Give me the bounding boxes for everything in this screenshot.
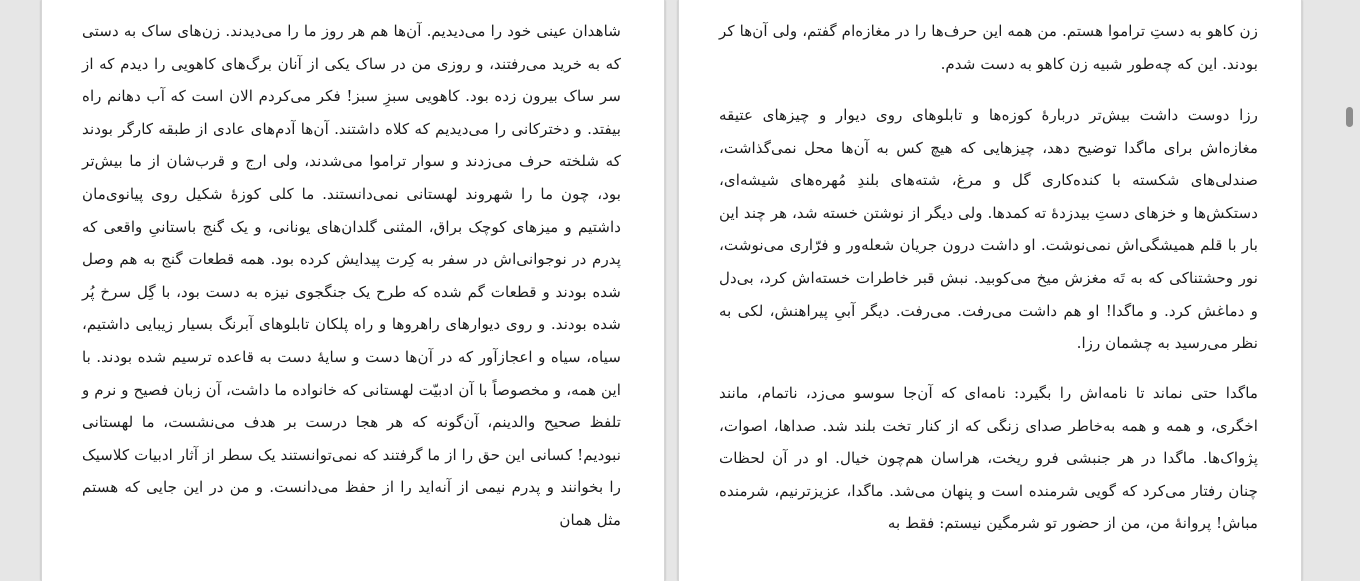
right-page-paragraph-1: زن کاهو به دستِ تراموا هستم. من همه این حرف‌ها را در مغازه‌ام گفتم، ولی آن‌ها کر بودند. این که چه‌طور شبیه زن کاهو به دست شدم. — [719, 22, 1258, 73]
right-page-paragraph-2: رزا دوست داشت بیش‌تر دربارهٔ کوزه‌ها و تابلوهای روی دیوار و چیزهای عتیقه مغازه‌اش برای ماگدا توضیح دهد، چیزهایی که هیچ کس به آن‌ها محل نمی‌گذاشت، صندلی‌های شکسته با کنده‌کاری گل و مرغ، شته‌های بلندِ مُهره‌های شیشه‌ای، دستکش‌ها و خزهای دستِ بیدزدهٔ ته کمدها. ولی دیگر از نوشتن خسته شد، هر چند این بار با قلم همیشگی‌اش نمی‌نوشت. او داشت درون جریان شعله‌ور و فرّاری می‌نوشت، نور وحشتناکی که به تَه مغزش میخ می‌کوبید. نبش قبر خاطرات خسته‌اش کرد، بی‌دل و دماغش کرد. و ماگدا! او هم داشت می‌رفت. می‌رفت. دیگر آبیِ پیراهنش، لکی به نظر می‌رسید به چشمان رزا. — [719, 106, 1258, 353]
right-page — [678, 0, 1302, 581]
right-page-paragraph-3: ماگدا حتی نماند تا نامه‌اش را بگیرد: نامه‌ای که آن‌جا سوسو می‌زد، ناتمام، مانند اخگری، و همه و همه به‌خاطر صدای زنگی که از کنار تخت بلند شد. صداها، اصوات، پژواک‌ها. ماگدا در هر جنبشی فرو ریخت، هراسان هم‌چون خیال. او در آن لحظات چنان رفتار می‌کرد که گویی شرمنده است و پنهان می‌شد. ماگدا، عزیزترنیم، شرمنده مباش! پروانهٔ من، من از حضور تو شرمگین نیستم: فقط به — [719, 384, 1258, 533]
left-page — [41, 0, 665, 581]
vertical-scrollbar[interactable] — [1342, 0, 1360, 581]
left-page-text: شاهدان عینی خود را می‌دیدیم. آن‌ها هم هر روز ما را می‌دیدند. زن‌های ساک به دستی که به خرید می‌رفتند، و روزی من در ساک یکی از آنان برگ‌های کاهویی را دیدم که از سر ساک بیرون زده بود. کاهویی سبزِ سبز! فکر می‌کردم الان است که آب دهانم راه بیفتد. و دخترکانی را می‌دیدیم که کلاه داشتند. آن‌ها آدم‌های عادی از طبقه کارگر بودند که شلخته حرف می‌زدند و سوار تراموا می‌شدند، ولی ارج و قرب‌شان از ما بیش‌تر بود، چون ما را شهروند لهستانی نمی‌دانستند. ما کلی کوزهٔ شکیل روی پیانوی‌مان داشتیم و میزهای کوچک براق، المثنی گلدان‌های یونانی، و یک گنج باستانیِ واقعی که پدرم در نوجوانی‌اش در سفر به کِرت پیدایش کرده بود. همه قطعات گنج به هم وصل شده بودند و قطعات گم شده که طرح یک جنگجوی نیزه به دست بود، با گِل سرخ پُر شده بودند. و روی دیوارهای راهروها و راه پلکان تابلوهای آبرنگ بسیار زیبایی داشتیم، سیاه، سیاه و اعجازآور که در آن‌ها دست و سایهٔ دست به قاعده ترسیم شده بودند. با این همه، و مخصوصاً با آن ادبیّت لهستانی که خانواده ما داشت، آن زبان فصیح و نرم و تلفظ صحیح والدینم، آن‌گونه که هر هجا درست بر هدف می‌نشست، ما لهستانی نبودیم! کسانی این حق را از ما گرفتند که نمی‌توانستند یک سطر از آثار ادبیات کلاسیک را بخوانند و پدرم نیمی از آنه‌اید را از حفظ می‌دانست. و من در این جایی که هستم مثل همان — [82, 22, 621, 529]
scrollbar-thumb[interactable] — [1346, 107, 1353, 127]
